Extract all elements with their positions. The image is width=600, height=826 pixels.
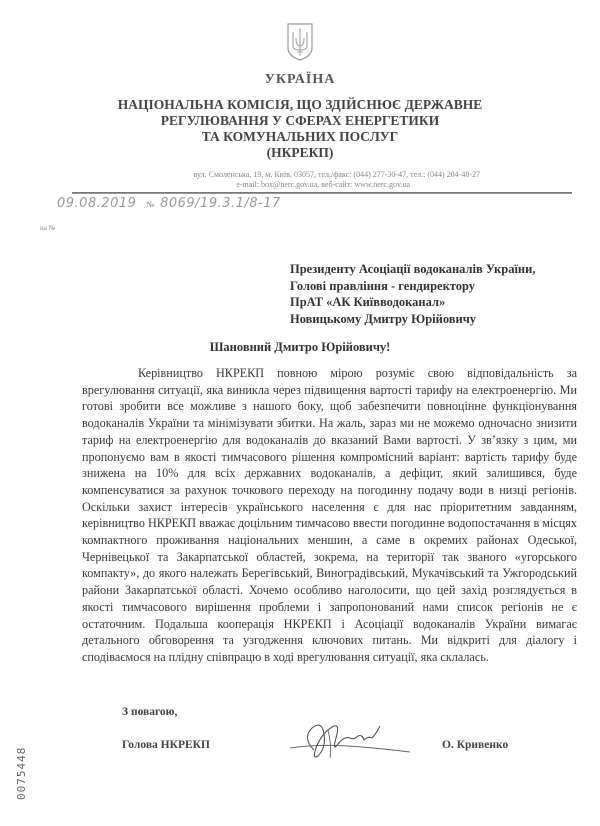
signatory-name: О. Кривенко [442, 739, 509, 751]
outgoing-number: 8069/19.3.1/8-17 [160, 196, 281, 211]
handwritten-signature-icon [288, 718, 416, 762]
ukraine-trident-icon [286, 22, 314, 62]
organization-line: РЕГУЛЮВАННЯ У СФЕРАХ ЕНЕРГЕТИКИ [160, 113, 440, 128]
organization-line: ТА КОМУНАЛЬНИХ ПОСЛУГ [201, 129, 399, 144]
closing: З повагою, [122, 706, 178, 718]
salutation: Шановний Дмитро Юрійовичу! [209, 340, 391, 354]
number-label: № [146, 200, 155, 209]
letter-body: Керівництво НКРЕКП повною мірою розуміє свою відповідальність за врегулювання ситуації, яка виникла через підвищення вартості тарифу на електроенергію. Ми готові зробити все можливе з нашого боку, щоб забезпечити повноцінне функціонування водоканалів України та мінімізувати збитки. На жаль, зараз ми не можемо одночасно знизити тариф на електроенергію для водоканалів до вказаний Вами вартості. У зв’язку з цим, ми пропонуємо вам в якості тимчасового рішення компромісний варіант: вартість тарифу буде знижена на 10% для всіх державних водоканалів, а дефіцит, який залишився, буде компенсуватися за рахунок точкового переходу на погодинну подачу води в низці регіонів. Оскільки захист інтересів українського населення є для нас пріоритетним завданням, керівництво НКРЕКП вважає доцільним тимчасово ввести погодинне водопостачання в місцях компактного проживання національних меншин, а саме в окремих районах Одеської, Чернівецької та Закарпатської областей, зокрема, на території так званого «угорського компакту», до якого належать Берегівський, Виноградівський, Мукачівський та Ужгородський райони Закарпатської області. Хочемо особливо наголосити, що цей захід розглядується в якості тимчасового вирішення проблеми і запропонований нами список регіонів не є остаточним. Подальша кооперація НКРЕКП і Асоціації водоканалів України вимагає детального обговорення та узгодження ключових питань. Ми відкриті для діалогу і сподіваємося на плідну співпрацю в ході врегулювання ситуації, яка склалась. [82, 366, 577, 664]
address-block [110, 170, 480, 190]
organization-abbreviation: (НКРЕКП) [266, 145, 334, 160]
recipient-line: ПрАТ «АК Київводоканал» [290, 295, 446, 309]
reference-label: на № [40, 224, 56, 232]
recipient-line: Голові правління - гендиректору [290, 278, 476, 293]
recipient-line: Президенту Асоціації водоканалів України, [290, 262, 536, 276]
country-heading: УКРАЇНА [264, 72, 336, 87]
recipient-block [290, 261, 535, 327]
outgoing-date: 09.08.2019 [57, 196, 137, 211]
address-line: вул. Смоленська, 19, м. Київ, 03057, тел./факс: (044) 277-30-47, тел.: (044) 204-48-27 [193, 170, 480, 179]
registration-row [57, 196, 281, 211]
organization-line: НАЦІОНАЛЬНА КОМІСІЯ, ЩО ЗДІЙСНЮЄ ДЕРЖАВНЕ [117, 97, 483, 112]
contact-line: e-mail: box@nerc.gov.ua, веб-сайт: www.nerc.gov.ua [236, 180, 410, 189]
organization-name [0, 97, 600, 161]
signatory-title: Голова НКРЕКП [122, 739, 210, 751]
header-divider [72, 192, 572, 194]
recipient-line: Новицькому Дмитру Юрійовичу [290, 311, 477, 326]
registry-stamp-number: 0075448 [15, 746, 28, 800]
